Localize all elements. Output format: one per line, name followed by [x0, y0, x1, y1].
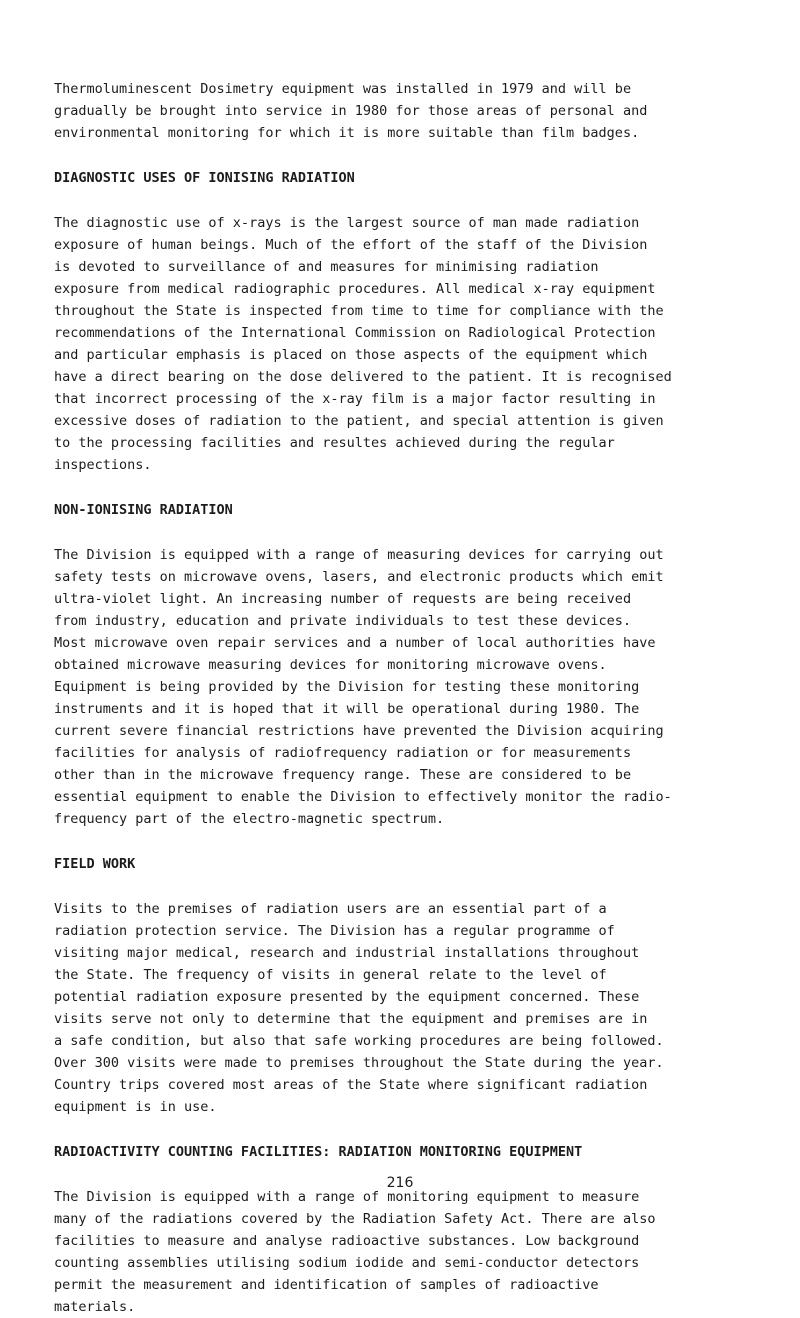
paragraph-line: gradually be brought into service in 1980 for those areas of personal and — [54, 103, 648, 119]
paragraph-line: that incorrect processing of the x-ray film is a major factor resulting in — [54, 391, 656, 407]
paragraph-line: current severe financial restrictions have prevented the Division acquiring — [54, 723, 664, 739]
paragraph-line: excessive doses of radiation to the patient, and special attention is given — [54, 413, 664, 429]
paragraph-line: Country trips covered most areas of the State where significant radiation — [54, 1077, 648, 1093]
paragraph-line: The diagnostic use of x-rays is the largest source of man made radiation — [54, 215, 640, 231]
paragraph-line: recommendations of the International Commission on Radiological Protection — [54, 325, 656, 341]
paragraph-line: many of the radiations covered by the Radiation Safety Act. There are also — [54, 1211, 656, 1227]
paragraph-line: counting assemblies utilising sodium iodide and semi-conductor detectors — [54, 1255, 640, 1271]
paragraph-line: The Division is equipped with a range of monitoring equipment to measure — [54, 1189, 640, 1205]
paragraph-line: throughout the State is inspected from time to time for compliance with the — [54, 303, 664, 319]
paragraph-line: Thermoluminescent Dosimetry equipment was installed in 1979 and will be — [54, 81, 632, 97]
section-heading-field-work: FIELD WORK — [54, 856, 136, 872]
section-paragraph-non-ionising — [54, 544, 784, 830]
paragraph-line: facilities to measure and analyse radioactive substances. Low background — [54, 1233, 640, 1249]
paragraph-line: Most microwave oven repair services and a number of local authorities have — [54, 635, 656, 651]
section-heading-diagnostic-uses: DIAGNOSTIC USES OF IONISING RADIATION — [54, 170, 355, 186]
paragraph-line: visits serve not only to determine that the equipment and premises are in — [54, 1011, 648, 1027]
section-heading-non-ionising: NON-IONISING RADIATION — [54, 502, 233, 518]
paragraph-line: ultra-violet light. An increasing number of requests are being received — [54, 591, 632, 607]
intro-paragraph — [54, 78, 784, 144]
paragraph-line: The Division is equipped with a range of measuring devices for carrying out — [54, 547, 664, 563]
paragraph-line: potential radiation exposure presented by the equipment concerned. These — [54, 989, 640, 1005]
paragraph-line: other than in the microwave frequency range. These are considered to be — [54, 767, 632, 783]
section-paragraph-diagnostic-uses — [54, 212, 784, 476]
paragraph-line: from industry, education and private individuals to test these devices. — [54, 613, 632, 629]
paragraph-line: visiting major medical, research and industrial installations throughout — [54, 945, 640, 961]
document-page — [54, 78, 784, 1318]
paragraph-line: exposure from medical radiographic procedures. All medical x-ray equipment — [54, 281, 656, 297]
paragraph-line: to the processing facilities and resultes achieved during the regular — [54, 435, 615, 451]
paragraph-line: obtained microwave measuring devices for monitoring microwave ovens. — [54, 657, 607, 673]
paragraph-line: radiation protection service. The Division has a regular programme of — [54, 923, 615, 939]
paragraph-line: environmental monitoring for which it is more suitable than film badges. — [54, 125, 640, 141]
paragraph-line: safety tests on microwave ovens, lasers, and electronic products which emit — [54, 569, 664, 585]
paragraph-line: have a direct bearing on the dose delivered to the patient. It is recognised — [54, 369, 672, 385]
paragraph-line: Equipment is being provided by the Division for testing these monitoring — [54, 679, 640, 695]
paragraph-line: inspections. — [54, 457, 152, 473]
section-paragraph-radioactivity-counting — [54, 1186, 784, 1318]
paragraph-line: is devoted to surveillance of and measures for minimising radiation — [54, 259, 599, 275]
paragraph-line: permit the measurement and identification of samples of radioactive — [54, 1277, 599, 1293]
paragraph-line: Over 300 visits were made to premises throughout the State during the year. — [54, 1055, 664, 1071]
paragraph-line: the State. The frequency of visits in general relate to the level of — [54, 967, 607, 983]
paragraph-line: facilities for analysis of radiofrequency radiation or for measurements — [54, 745, 632, 761]
paragraph-line: a safe condition, but also that safe working procedures are being followed. — [54, 1033, 664, 1049]
paragraph-line: materials. — [54, 1299, 136, 1315]
paragraph-line: equipment is in use. — [54, 1099, 217, 1115]
paragraph-line: Visits to the premises of radiation users are an essential part of a — [54, 901, 607, 917]
paragraph-line: instruments and it is hoped that it will be operational during 1980. The — [54, 701, 640, 717]
paragraph-line: and particular emphasis is placed on those aspects of the equipment which — [54, 347, 648, 363]
paragraph-line: frequency part of the electro-magnetic spectrum. — [54, 811, 445, 827]
paragraph-line: exposure of human beings. Much of the effort of the staff of the Division — [54, 237, 648, 253]
section-heading-radioactivity-counting: RADIOACTIVITY COUNTING FACILITIES: RADIATION MONITORING EQUIPMENT — [54, 1144, 583, 1160]
page-number: 216 — [386, 1175, 414, 1191]
paragraph-line: essential equipment to enable the Division to effectively monitor the radio- — [54, 789, 672, 805]
section-paragraph-field-work — [54, 898, 784, 1118]
